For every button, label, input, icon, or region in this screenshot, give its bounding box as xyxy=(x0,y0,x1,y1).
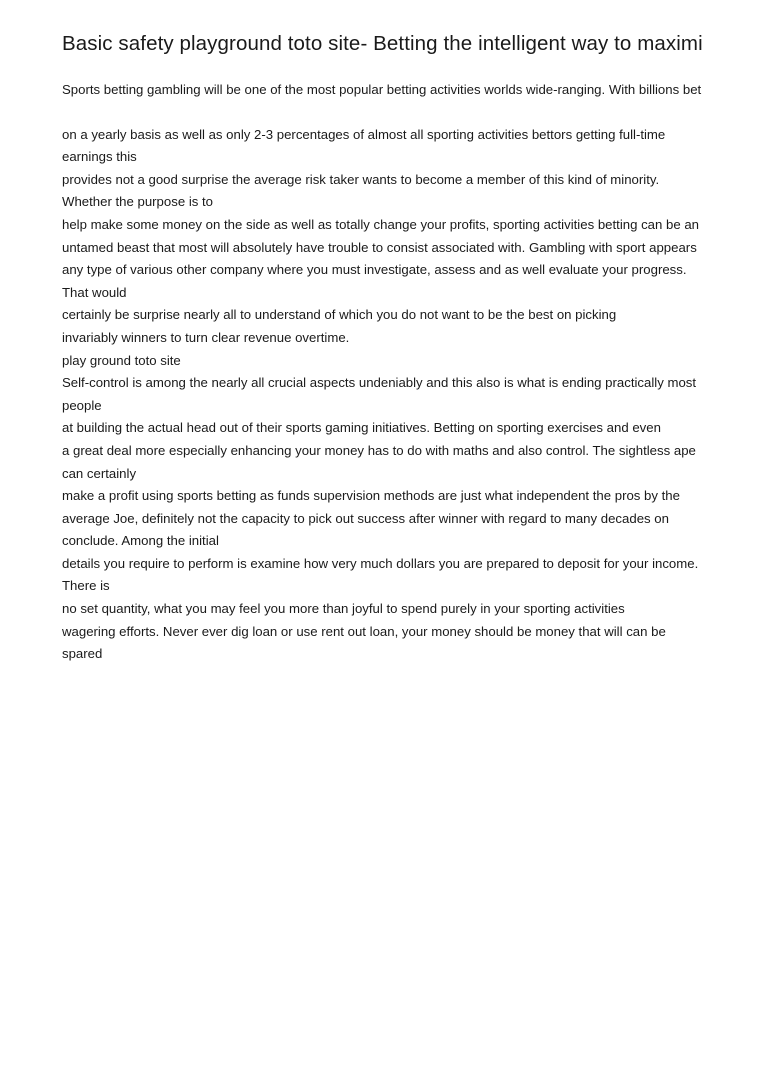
body-paragraph: spared xyxy=(62,646,103,662)
body-paragraph: provides not a good surprise the average risk taker wants to become a member of this kind of minority. Whether the purpose is to xyxy=(62,171,660,210)
body-paragraph: a great deal more especially enhancing your money has to do with maths and also control. The sightless ape can certainly xyxy=(62,442,696,481)
body-paragraph: average Joe, definitely not the capacity to pick out success after winner with regard to many decades on conclude. Among the initial xyxy=(62,510,669,549)
body-paragraph: help make some money on the side as well as totally change your profits, sporting activities betting can be an xyxy=(62,216,700,232)
body-paragraph: make a profit using sports betting as funds supervision methods are just what independent the pros by the xyxy=(62,488,680,504)
body-paragraph: certainly be surprise nearly all to understand of which you do not want to be the best on picking xyxy=(62,307,617,323)
body-paragraph: details you require to perform is examine how very much dollars you are prepared to deposit for your income. There is xyxy=(62,555,699,594)
body-paragraph: at building the actual head out of their sports gaming initiatives. Betting on sporting exercises and even xyxy=(62,420,661,436)
body-paragraph: on a yearly basis as well as only 2-3 percentages of almost all sporting activities bettors getting full-time earnings this xyxy=(62,126,666,165)
body-paragraph: invariably winners to turn clear revenue overtime. xyxy=(62,329,350,345)
body-paragraph-keyword: play ground toto site xyxy=(62,352,181,368)
body-paragraph: any type of various other company where you must investigate, assess and as well evaluate your progress. That would xyxy=(62,262,687,300)
document-body xyxy=(62,79,706,666)
page-title: Basic safety playground toto site- Betting the intelligent way to maximi xyxy=(62,32,703,55)
body-paragraph: no set quantity, what you may feel you more than joyful to spend purely in your sporting activities xyxy=(62,601,625,617)
lead-paragraph: Sports betting gambling will be one of the most popular betting activities worlds wide-ranging. With billions bet xyxy=(62,82,702,97)
body-paragraph: untamed beast that most will absolutely have trouble to consist associated with. Gambling with sport appears xyxy=(62,239,697,255)
body-paragraph: Self-control is among the nearly all crucial aspects undeniably and this also is what is ending practically most people xyxy=(62,375,697,413)
body-paragraph: wagering efforts. Never ever dig loan or use rent out loan, your money should be money that will can be xyxy=(62,623,666,639)
